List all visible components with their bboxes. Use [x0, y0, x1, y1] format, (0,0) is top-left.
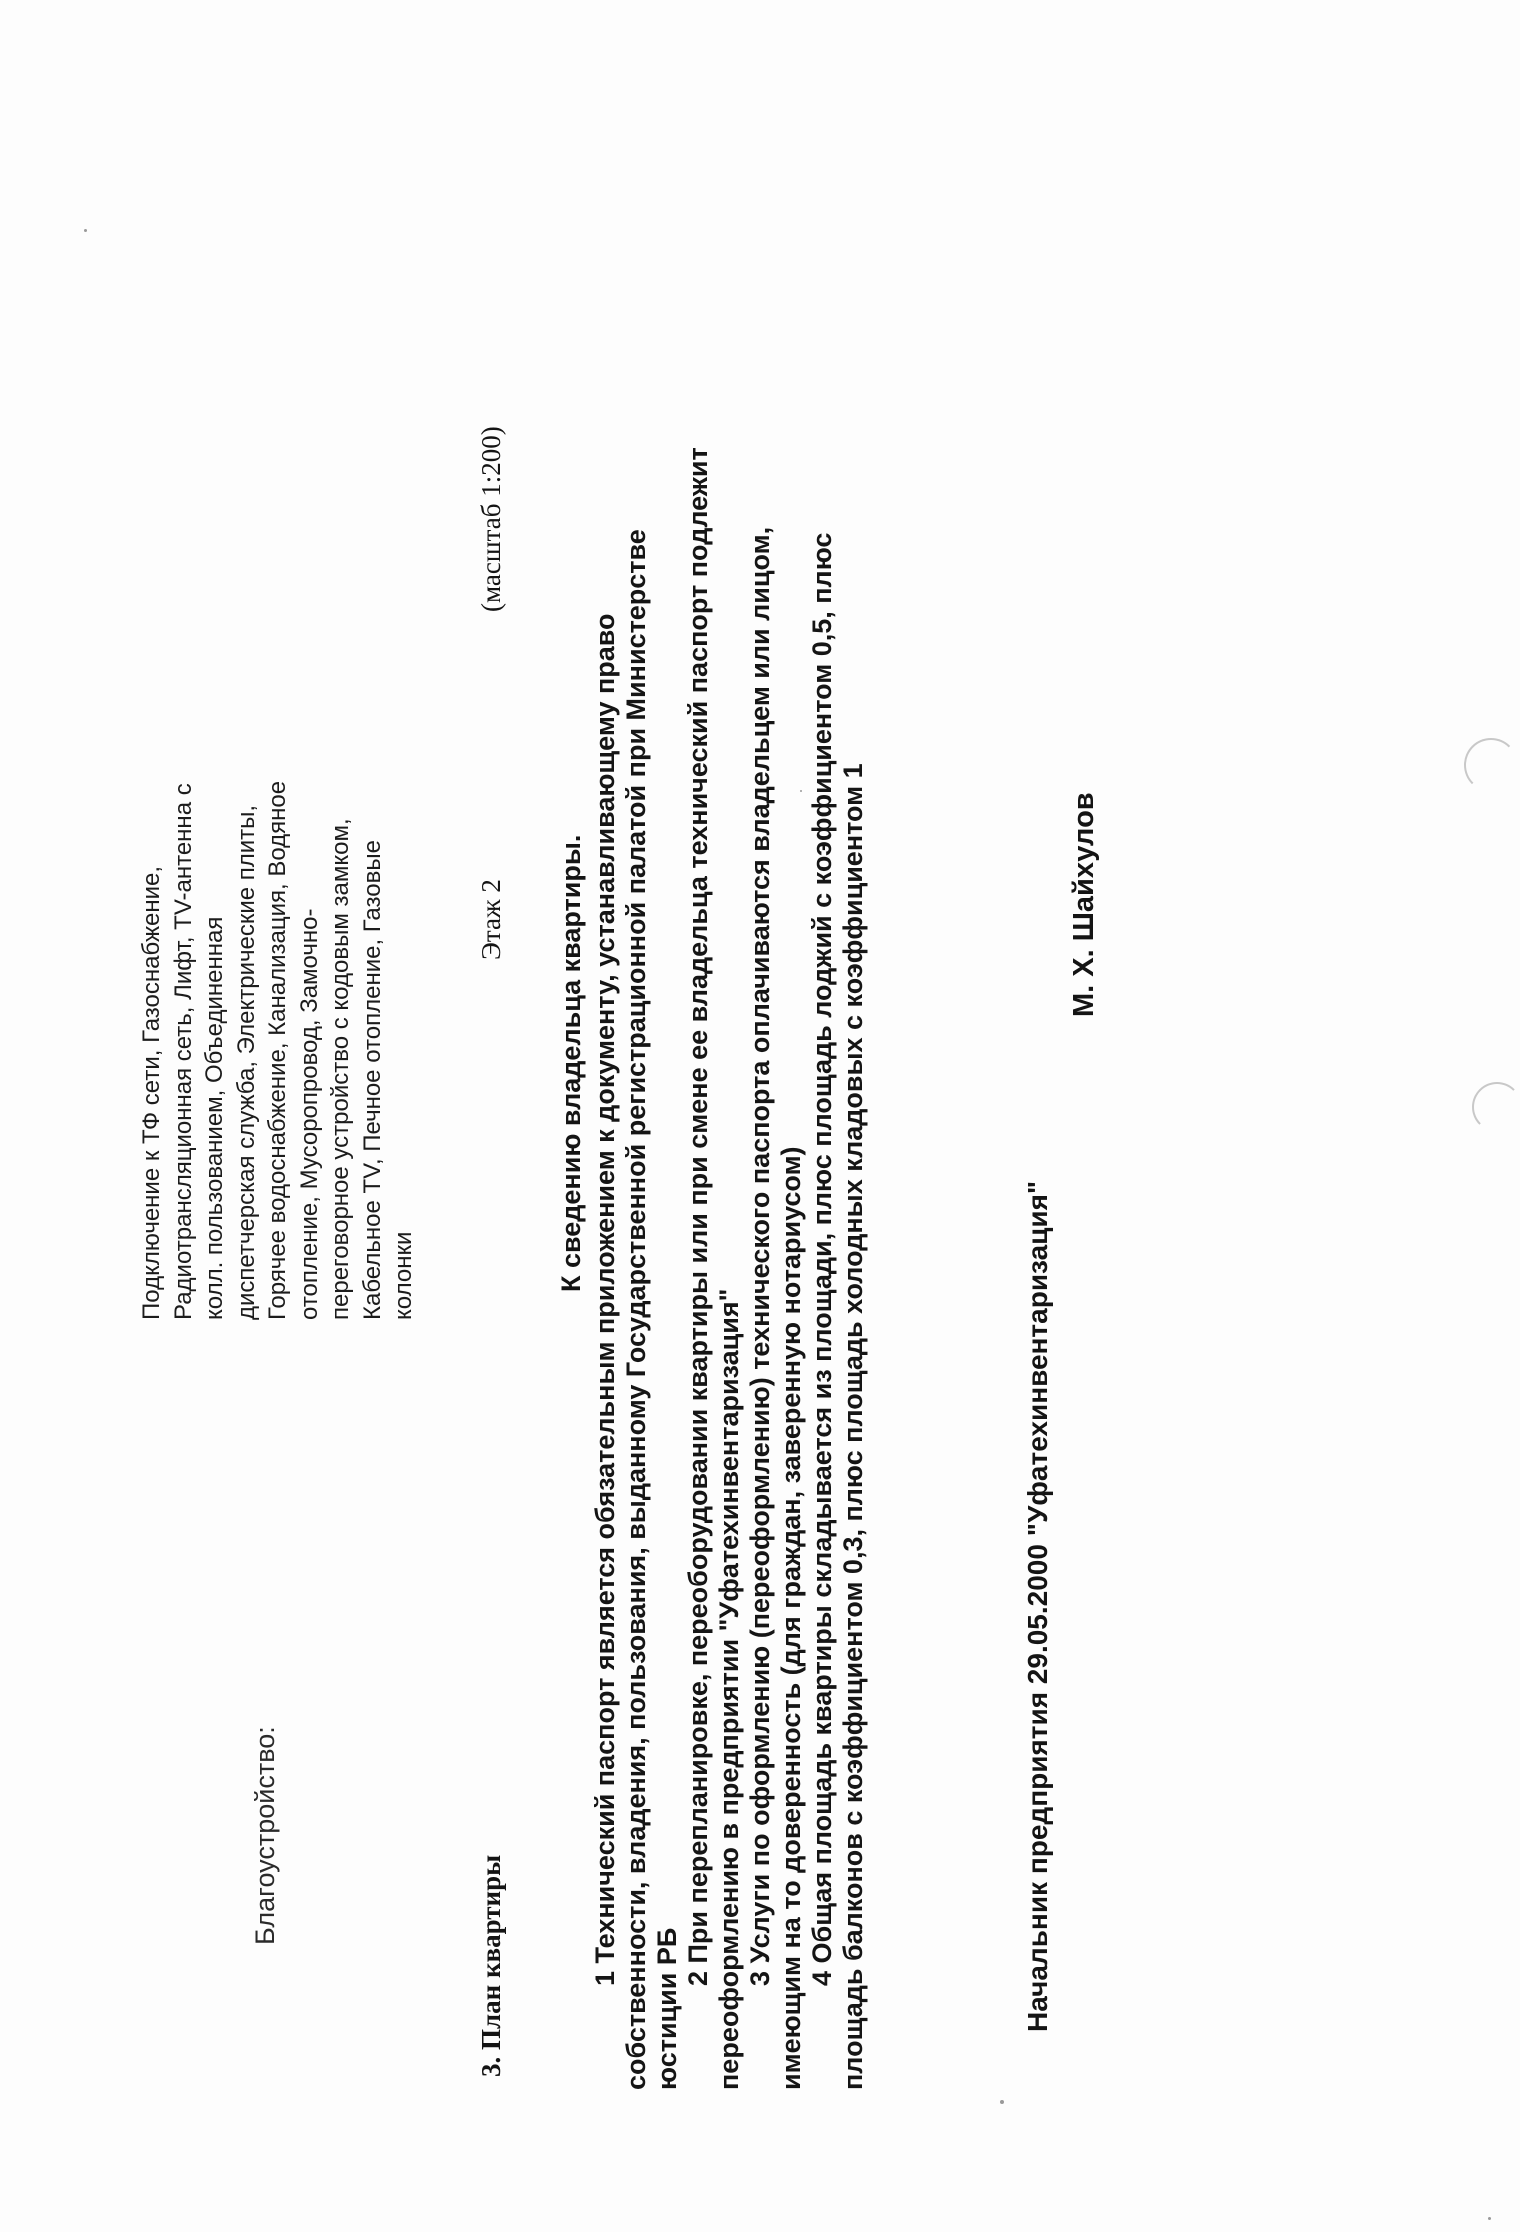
- amenities-line: Кабельное TV, Печное отопление, Газовые: [358, 840, 386, 1320]
- amenities-line: колл. пользованием, Объединенная: [201, 916, 228, 1320]
- note-line: площадь балконов с коэффициентом 0,3, плюс площадь холодных кладовых с коэффициентом 1: [838, 763, 868, 2090]
- amenities-label: Благоустройство:: [250, 1726, 280, 1945]
- amenities-line: диспетчерская служба, Электрические плиты,: [232, 804, 260, 1320]
- scan-speck: [1000, 2100, 1004, 2104]
- amenities-line: Радиотрансляционная сеть, Лифт, TV-антенна с: [169, 783, 197, 1320]
- note-line: 3 Услуги по оформлению (переоформлению) технического паспорта оплачиваются владельцем или лицом,: [745, 526, 775, 1986]
- scale-label: (масштаб 1:200): [476, 426, 506, 612]
- scan-mark: [1464, 738, 1518, 792]
- amenities-line: Горячее водоснабжение, Канализация, Водяное: [264, 780, 291, 1320]
- scan-speck: [800, 790, 802, 792]
- amenities-line: колонки: [390, 1231, 417, 1320]
- note-line: 2 При перепланировке, переоборудовании квартиры или при смене ее владельца технический паспорт подлежит: [683, 447, 713, 1986]
- amenities-line: Подключение к ТФ сети, Газоснабжение,: [138, 865, 165, 1320]
- amenities-line: отопление, Мусоропровод, Замочно-: [295, 908, 323, 1320]
- note-line: собственности, владения, пользования, выданному Государственной регистрационной палатой при Министерстве: [621, 529, 651, 2090]
- note-line: юстиции РБ: [652, 1927, 682, 2090]
- scan-mark: [1472, 1082, 1520, 1132]
- note-line: переоформлению в предприятии "Уфатехинвентаризация": [714, 1288, 744, 2090]
- signature-title: Начальник предприятия 29.05.2000 "Уфатехинвентаризация": [1022, 1180, 1053, 2032]
- signature-name: М. Х. Шайхулов: [1068, 792, 1100, 1017]
- notes-body: [590, 447, 869, 2090]
- note-line: имеющим на то доверенность (для граждан, заверенную нотариусом): [776, 1146, 806, 2090]
- plan-heading: 3. План квартиры: [476, 1854, 506, 2077]
- notes-heading: К сведению владельца квартиры.: [556, 834, 586, 1292]
- floor-label: Этаж 2: [476, 879, 506, 960]
- note-line: 4 Общая площадь квартиры складывается из площади, плюс площадь лоджий с коэффициентом 0,5, плюс: [807, 532, 837, 1986]
- amenities-list: [136, 781, 420, 1320]
- amenities-line: переговорное устройство с кодовым замком,: [327, 818, 354, 1320]
- scan-speck: [1488, 2217, 1491, 2220]
- scan-speck: [84, 229, 87, 232]
- note-line: 1 Технический паспорт является обязательным приложением к документу, устанавливающему право: [590, 613, 620, 1986]
